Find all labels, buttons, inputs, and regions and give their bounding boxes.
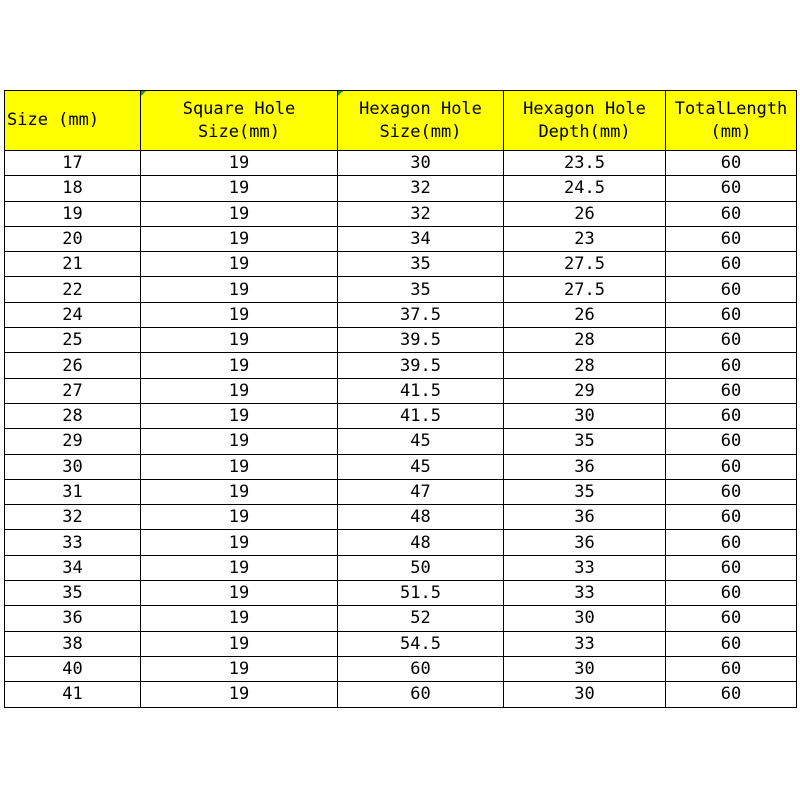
- table-row: [5, 302, 797, 327]
- table-row: [5, 555, 797, 580]
- cell-size: 26: [5, 353, 141, 378]
- cell-hexagon-hole-depth: 30: [504, 403, 666, 428]
- cell-square-hole-size: 19: [141, 201, 338, 226]
- cell-hexagon-hole-size: 41.5: [338, 403, 504, 428]
- cell-square-hole-size: 19: [141, 252, 338, 277]
- cell-square-hole-size: 19: [141, 656, 338, 681]
- cell-size: 36: [5, 606, 141, 631]
- cell-total-length: 60: [666, 555, 797, 580]
- cell-square-hole-size: 19: [141, 277, 338, 302]
- cell-size: 40: [5, 656, 141, 681]
- header-hexagon-hole-depth: [504, 91, 666, 151]
- cell-hexagon-hole-size: 34: [338, 226, 504, 251]
- cell-square-hole-size: 19: [141, 302, 338, 327]
- cell-hexagon-hole-size: 51.5: [338, 581, 504, 606]
- cell-square-hole-size: 19: [141, 378, 338, 403]
- cell-hexagon-hole-depth: 36: [504, 454, 666, 479]
- cell-hexagon-hole-size: 50: [338, 555, 504, 580]
- table-row: [5, 328, 797, 353]
- table-row: [5, 429, 797, 454]
- cell-square-hole-size: 19: [141, 682, 338, 707]
- cell-hexagon-hole-size: 45: [338, 429, 504, 454]
- table-row: [5, 226, 797, 251]
- cell-size: 31: [5, 479, 141, 504]
- cell-total-length: 60: [666, 328, 797, 353]
- cell-total-length: 60: [666, 378, 797, 403]
- cell-size: 34: [5, 555, 141, 580]
- table-row: [5, 277, 797, 302]
- cell-size: 19: [5, 201, 141, 226]
- cell-hexagon-hole-depth: 30: [504, 606, 666, 631]
- cell-total-length: 60: [666, 606, 797, 631]
- cell-hexagon-hole-depth: 30: [504, 656, 666, 681]
- header-total-length-line2: (mm): [710, 121, 752, 142]
- cell-hexagon-hole-depth: 27.5: [504, 277, 666, 302]
- cell-square-hole-size: 19: [141, 429, 338, 454]
- header-hexagon-hole-depth-line2: Depth(mm): [538, 121, 631, 142]
- cell-hexagon-hole-depth: 30: [504, 682, 666, 707]
- cell-square-hole-size: 19: [141, 581, 338, 606]
- cell-total-length: 60: [666, 176, 797, 201]
- table-row: [5, 403, 797, 428]
- cell-total-length: 60: [666, 631, 797, 656]
- table-row: [5, 530, 797, 555]
- cell-size: 20: [5, 226, 141, 251]
- cell-hexagon-hole-depth: 26: [504, 302, 666, 327]
- cell-total-length: 60: [666, 277, 797, 302]
- cell-hexagon-hole-depth: 24.5: [504, 176, 666, 201]
- cell-hexagon-hole-size: 37.5: [338, 302, 504, 327]
- cell-total-length: 60: [666, 429, 797, 454]
- header-size: [5, 91, 141, 151]
- cell-total-length: 60: [666, 151, 797, 176]
- cell-hexagon-hole-size: 39.5: [338, 353, 504, 378]
- cell-hexagon-hole-depth: 36: [504, 505, 666, 530]
- header-size-label: Size (mm): [7, 110, 100, 130]
- cell-hexagon-hole-size: 52: [338, 606, 504, 631]
- table-row: [5, 581, 797, 606]
- cell-size: 29: [5, 429, 141, 454]
- cell-hexagon-hole-size: 32: [338, 176, 504, 201]
- cell-size: 27: [5, 378, 141, 403]
- cell-size: 33: [5, 530, 141, 555]
- cell-size: 35: [5, 581, 141, 606]
- cell-hexagon-hole-depth: 26: [504, 201, 666, 226]
- cell-hexagon-hole-size: 47: [338, 479, 504, 504]
- cell-hexagon-hole-size: 60: [338, 656, 504, 681]
- cell-hexagon-hole-depth: 35: [504, 479, 666, 504]
- table-row: [5, 252, 797, 277]
- cell-total-length: 60: [666, 403, 797, 428]
- cell-total-length: 60: [666, 530, 797, 555]
- cell-hexagon-hole-depth: 23: [504, 226, 666, 251]
- header-total-length-line1: TotalLength: [674, 98, 788, 119]
- header-total-length: [666, 91, 797, 151]
- header-square-hole-size: [141, 91, 338, 151]
- cell-total-length: 60: [666, 682, 797, 707]
- cell-size: 24: [5, 302, 141, 327]
- header-square-hole-size-line2: Size(mm): [198, 121, 280, 142]
- cell-size: 38: [5, 631, 141, 656]
- cell-hexagon-hole-size: 30: [338, 151, 504, 176]
- size-spec-table: [4, 90, 797, 708]
- cell-square-hole-size: 19: [141, 606, 338, 631]
- table-row: [5, 151, 797, 176]
- cell-hexagon-hole-depth: 33: [504, 581, 666, 606]
- cell-hexagon-hole-depth: 29: [504, 378, 666, 403]
- cell-hexagon-hole-depth: 33: [504, 555, 666, 580]
- cell-square-hole-size: 19: [141, 151, 338, 176]
- cell-size: 17: [5, 151, 141, 176]
- cell-total-length: 60: [666, 454, 797, 479]
- cell-square-hole-size: 19: [141, 479, 338, 504]
- cell-hexagon-hole-depth: 23.5: [504, 151, 666, 176]
- cell-hexagon-hole-size: 32: [338, 201, 504, 226]
- cell-hexagon-hole-size: 60: [338, 682, 504, 707]
- cell-square-hole-size: 19: [141, 176, 338, 201]
- header-hexagon-hole-size: [338, 91, 504, 151]
- cell-size: 18: [5, 176, 141, 201]
- header-hexagon-hole-size-line2: Size(mm): [379, 121, 462, 142]
- cell-square-hole-size: 19: [141, 505, 338, 530]
- cell-hexagon-hole-depth: 36: [504, 530, 666, 555]
- cell-hexagon-hole-size: 48: [338, 530, 504, 555]
- table-row: [5, 606, 797, 631]
- cell-hexagon-hole-size: 45: [338, 454, 504, 479]
- header-hexagon-hole-size-line1: Hexagon Hole: [359, 98, 482, 119]
- table-row: [5, 656, 797, 681]
- cell-total-length: 60: [666, 226, 797, 251]
- comment-indicator: [338, 91, 343, 96]
- cell-square-hole-size: 19: [141, 530, 338, 555]
- header-row: [5, 91, 797, 151]
- table-row: [5, 176, 797, 201]
- cell-hexagon-hole-depth: 28: [504, 353, 666, 378]
- table-row: [5, 631, 797, 656]
- cell-total-length: 60: [666, 505, 797, 530]
- cell-size: 30: [5, 454, 141, 479]
- cell-size: 22: [5, 277, 141, 302]
- cell-hexagon-hole-size: 54.5: [338, 631, 504, 656]
- comment-indicator: [141, 91, 146, 96]
- cell-size: 41: [5, 682, 141, 707]
- cell-total-length: 60: [666, 353, 797, 378]
- cell-square-hole-size: 19: [141, 631, 338, 656]
- cell-hexagon-hole-size: 39.5: [338, 328, 504, 353]
- cell-total-length: 60: [666, 581, 797, 606]
- table-body: [5, 151, 797, 708]
- cell-size: 25: [5, 328, 141, 353]
- cell-square-hole-size: 19: [141, 403, 338, 428]
- table-row: [5, 201, 797, 226]
- cell-square-hole-size: 19: [141, 454, 338, 479]
- cell-size: 28: [5, 403, 141, 428]
- table-row: [5, 454, 797, 479]
- table-row: [5, 682, 797, 707]
- cell-hexagon-hole-size: 41.5: [338, 378, 504, 403]
- cell-square-hole-size: 19: [141, 555, 338, 580]
- table-row: [5, 378, 797, 403]
- cell-size: 21: [5, 252, 141, 277]
- cell-hexagon-hole-depth: 27.5: [504, 252, 666, 277]
- cell-total-length: 60: [666, 252, 797, 277]
- cell-hexagon-hole-size: 35: [338, 252, 504, 277]
- cell-total-length: 60: [666, 479, 797, 504]
- cell-hexagon-hole-depth: 35: [504, 429, 666, 454]
- table-row: [5, 353, 797, 378]
- cell-total-length: 60: [666, 656, 797, 681]
- cell-size: 32: [5, 505, 141, 530]
- cell-square-hole-size: 19: [141, 328, 338, 353]
- cell-hexagon-hole-size: 35: [338, 277, 504, 302]
- header-hexagon-hole-depth-line1: Hexagon Hole: [523, 98, 646, 119]
- cell-hexagon-hole-size: 48: [338, 505, 504, 530]
- cell-hexagon-hole-depth: 28: [504, 328, 666, 353]
- cell-total-length: 60: [666, 201, 797, 226]
- cell-total-length: 60: [666, 302, 797, 327]
- header-square-hole-size-line1: Square Hole: [182, 98, 296, 119]
- cell-hexagon-hole-depth: 33: [504, 631, 666, 656]
- cell-square-hole-size: 19: [141, 226, 338, 251]
- cell-square-hole-size: 19: [141, 353, 338, 378]
- table-row: [5, 479, 797, 504]
- table-row: [5, 505, 797, 530]
